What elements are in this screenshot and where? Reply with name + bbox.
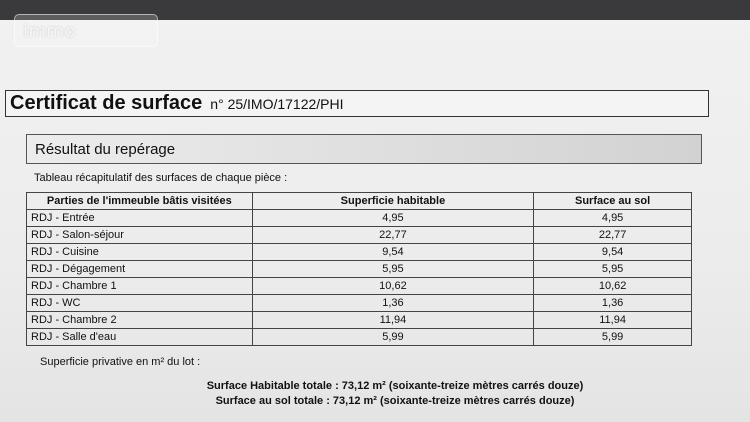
- row-sol: 5,99: [534, 329, 692, 346]
- table-row: [27, 210, 692, 227]
- certificate-header: [5, 90, 709, 117]
- row-habitable: 22,77: [252, 227, 534, 244]
- table-row: [27, 244, 692, 261]
- header-parts: Parties de l'immeuble bâtis visitées: [27, 193, 253, 210]
- total-sol: Surface au sol totale : 73,12 m² (soixante-treize mètres carrés douze): [215, 395, 575, 407]
- certificate-number: n° 25/IMO/17122/PHI: [210, 95, 344, 112]
- table-intro: Tableau récapitulatif des surfaces de chaque pièce :: [34, 172, 288, 184]
- row-habitable: 1,36: [252, 295, 534, 312]
- row-part: RDJ - Dégagement: [27, 261, 253, 278]
- table-row: [27, 312, 692, 329]
- row-part: RDJ - Chambre 1: [27, 278, 253, 295]
- surface-table: [26, 192, 692, 346]
- row-part: RDJ - WC: [27, 295, 253, 312]
- row-sol: 9,54: [534, 244, 692, 261]
- row-habitable: 5,95: [252, 261, 534, 278]
- table-row: [27, 261, 692, 278]
- table-header-row: [27, 193, 692, 210]
- row-habitable: 9,54: [252, 244, 534, 261]
- row-part: RDJ - Chambre 2: [27, 312, 253, 329]
- row-sol: 5,95: [534, 261, 692, 278]
- row-part: RDJ - Salle d'eau: [27, 329, 253, 346]
- row-part: RDJ - Salon-séjour: [27, 227, 253, 244]
- row-sol: 10,62: [534, 278, 692, 295]
- row-part: RDJ - Entrée: [27, 210, 253, 227]
- row-sol: 1,36: [534, 295, 692, 312]
- certificate-title: Certificat de surface: [10, 92, 203, 114]
- total-habitable: Surface Habitable totale : 73,12 m² (soixante-treize mètres carrés douze): [206, 380, 584, 392]
- header-sol: Surface au sol: [534, 193, 692, 210]
- section-title: Résultat du repérage: [26, 134, 702, 164]
- watermark-logo: immo: [14, 14, 158, 47]
- row-sol: 4,95: [534, 210, 692, 227]
- row-sol: 11,94: [534, 312, 692, 329]
- row-part: RDJ - Cuisine: [27, 244, 253, 261]
- row-habitable: 11,94: [252, 312, 534, 329]
- row-sol: 22,77: [534, 227, 692, 244]
- row-habitable: 5,99: [252, 329, 534, 346]
- table-row: [27, 227, 692, 244]
- row-habitable: 10,62: [252, 278, 534, 295]
- table-row: [27, 278, 692, 295]
- row-habitable: 4,95: [252, 210, 534, 227]
- private-surface-label: Superficie privative en m² du lot :: [40, 356, 201, 368]
- table-row: [27, 295, 692, 312]
- header-habitable: Superficie habitable: [252, 193, 534, 210]
- table-row: [27, 329, 692, 346]
